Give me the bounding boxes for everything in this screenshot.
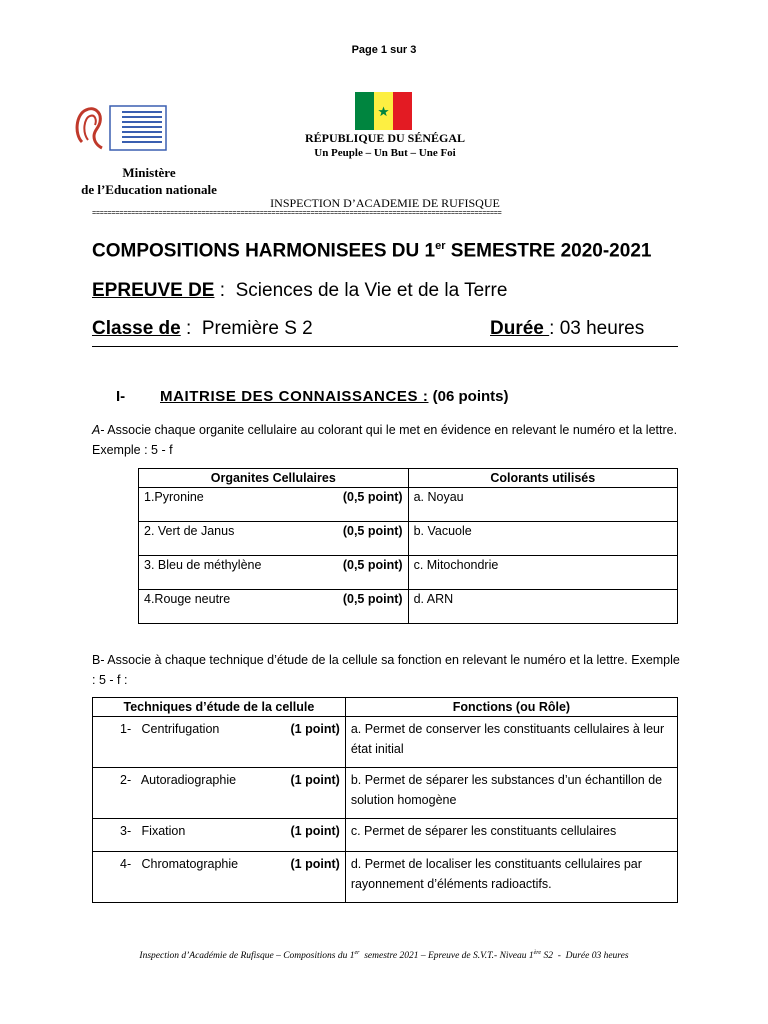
table-row <box>93 768 678 819</box>
duree-sep: : <box>549 318 560 339</box>
techniques-table <box>92 697 678 903</box>
technique-name: 4- Chromatographie <box>120 857 239 871</box>
ministry-logo <box>72 104 168 154</box>
technique-cell <box>93 852 346 903</box>
flag-red-band <box>393 92 412 130</box>
flag-star-icon <box>378 106 389 117</box>
technique-cell <box>93 819 346 852</box>
table-row <box>93 717 678 768</box>
colorant-cell: b. Vacuole <box>408 522 677 556</box>
republic-name: RÉPUBLIQUE DU SÉNÉGAL <box>304 131 466 145</box>
separator-line: ========================================================================================================= <box>92 210 502 218</box>
function-cell: d. Permet de localiser les constituants cellulaires par rayonnement d’éléments radioactifs. <box>345 852 677 903</box>
table-header-row <box>93 698 678 717</box>
function-cell: b. Permet de séparer les substances d’un échantillon de solution homogène <box>345 768 677 819</box>
exam-title-main: COMPOSITIONS HARMONISEES DU 1 <box>92 240 436 262</box>
table-row <box>139 556 678 590</box>
technique-name: 1- Centrifugation <box>120 722 220 736</box>
classe-sep: : <box>180 318 202 339</box>
table-row <box>139 522 678 556</box>
part-a-instruction <box>92 420 682 460</box>
column-header: Fonctions (ou Rôle) <box>345 698 677 717</box>
exam-title-sup: er <box>435 240 446 252</box>
points-value: (1 point) <box>290 857 340 871</box>
organite-name: 2. Vert de Janus <box>144 524 235 538</box>
points-value: (0,5 point) <box>342 524 403 538</box>
epreuve-value: Sciences de la Vie et de la Terre <box>235 280 508 301</box>
part-a-text: - Associe chaque organite cellulaire au colorant qui le met en évidence en relevant le numéro et la lettre. Exemple : 5 - f <box>92 423 678 457</box>
colorant-cell: d. ARN <box>408 590 677 624</box>
points-value: (1 point) <box>290 773 340 787</box>
ministry-name <box>60 164 238 198</box>
logo-lines <box>122 112 162 142</box>
colorant-cell: a. Noyau <box>408 488 677 522</box>
organite-cell <box>139 590 409 624</box>
points-value: (0,5 point) <box>342 558 403 572</box>
flag-yellow-band <box>374 92 393 130</box>
exam-title <box>92 240 651 262</box>
epreuve-line <box>92 280 507 302</box>
table-row <box>139 590 678 624</box>
points-value: (0,5 point) <box>342 490 403 504</box>
organite-cell <box>139 556 409 590</box>
table-row <box>93 852 678 903</box>
header-rule <box>92 346 678 347</box>
section-number: I- <box>116 388 126 405</box>
logo-profile-arc <box>77 109 102 148</box>
technique-cell <box>93 768 346 819</box>
organite-name: 3. Bleu de méthylène <box>144 558 262 572</box>
points-value: (1 point) <box>290 824 340 838</box>
classe-line <box>92 318 313 340</box>
organite-cell <box>139 488 409 522</box>
flag-green-band <box>355 92 374 130</box>
epreuve-label: EPREUVE DE <box>92 280 215 301</box>
inspection-name: INSPECTION D’ACADEMIE DE RUFISQUE <box>270 196 500 210</box>
footer-part-1: Inspection d’Académie de Rufisque – Compositions du 1 <box>139 951 355 962</box>
classe-label: Classe de <box>92 318 181 339</box>
function-cell: a. Permet de conserver les constituants cellulaires à leur état initial <box>345 717 677 768</box>
organite-cell <box>139 522 409 556</box>
column-header: Colorants utilisés <box>408 469 677 488</box>
ministry-line-1: Ministère <box>122 165 176 180</box>
classe-value: Première S 2 <box>201 318 313 339</box>
colorant-cell: c. Mitochondrie <box>408 556 677 590</box>
footer-sup-2: ère <box>533 950 542 956</box>
technique-name: 3- Fixation <box>120 824 186 838</box>
table-header-row <box>139 469 678 488</box>
organite-name: 1.Pyronine <box>144 490 204 504</box>
part-b-instruction: B- Associe à chaque technique d’étude de la cellule sa fonction en relevant le numéro et la lettre. Exemple : 5 - f : <box>92 653 680 687</box>
column-header: Techniques d’étude de la cellule <box>93 698 346 717</box>
duree-value: 03 heures <box>559 318 645 339</box>
part-a-letter: A <box>92 423 101 437</box>
footer-part-3: S2 - Durée 03 heures <box>541 951 629 962</box>
page-footer <box>0 950 768 961</box>
section-title <box>160 388 509 405</box>
table-row <box>139 488 678 522</box>
senegal-flag <box>355 92 412 130</box>
organite-name: 4.Rouge neutre <box>144 592 231 606</box>
national-motto: Un Peuple – Un But – Une Foi <box>314 147 456 159</box>
section-points: (06 points) <box>428 388 509 405</box>
organites-table <box>138 468 678 624</box>
section-title-text: MAITRISE DES CONNAISSANCES : <box>160 388 429 405</box>
footer-part-2: semestre 2021 – Epreuve de S.V.T.- Niveau 1 <box>359 951 534 962</box>
exam-title-end: SEMESTRE 2020-2021 <box>445 240 652 262</box>
technique-name: 2- Autoradiographie <box>120 773 237 787</box>
ministry-line-2: de l’Education nationale <box>81 182 217 197</box>
duree-line <box>490 318 644 340</box>
technique-cell <box>93 717 346 768</box>
points-value: (0,5 point) <box>342 592 403 606</box>
points-value: (1 point) <box>290 722 340 736</box>
column-header: Organites Cellulaires <box>139 469 409 488</box>
duree-label: Durée <box>490 318 550 339</box>
page-number: Page 1 sur 3 <box>351 44 417 56</box>
footer-sup-1: er <box>354 950 360 956</box>
function-cell: c. Permet de séparer les constituants cellulaires <box>345 819 677 852</box>
table-row <box>93 819 678 852</box>
epreuve-sep: : <box>214 280 236 301</box>
